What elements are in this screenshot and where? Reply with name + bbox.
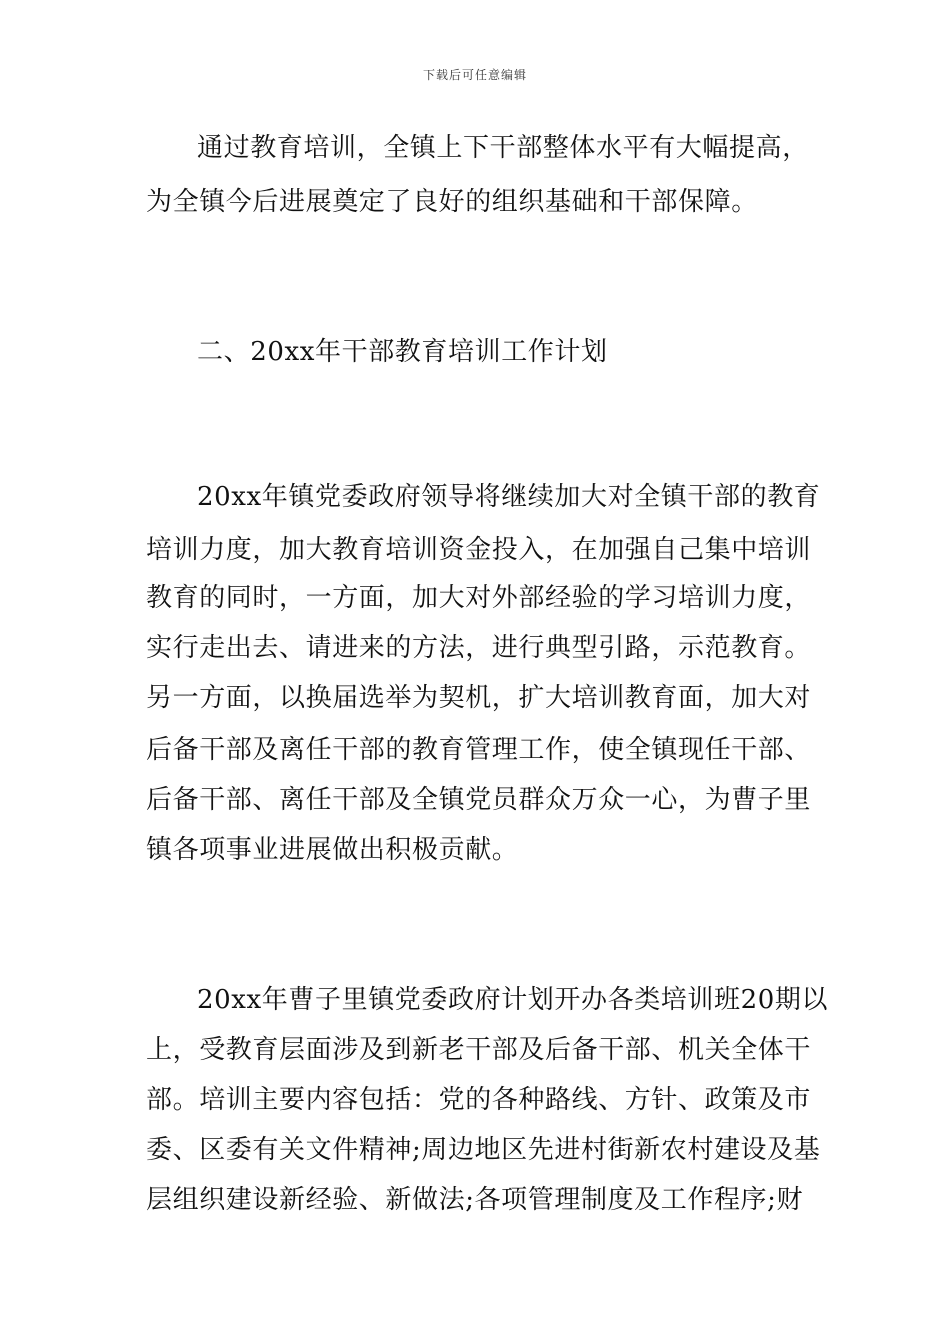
- text-line: 部。培训主要内容包括：党的各种路线、方针、政策及市: [146, 1085, 812, 1115]
- text-line: 镇各项事业进展做出积极贡献。: [146, 835, 519, 865]
- text-line: 上，受教育层面涉及到新老干部及后备干部、机关全体干: [146, 1035, 812, 1065]
- text-line: 为全镇今后进展奠定了良好的组织基础和干部保障。: [146, 187, 758, 217]
- text-line: 委、区委有关文件精神;周边地区先进村街新农村建设及基: [146, 1135, 821, 1165]
- text-line: 实行走出去、请进来的方法，进行典型引路，示范教育。: [146, 633, 812, 663]
- text-line: 通过教育培训，全镇上下干部整体水平有大幅提高，: [197, 133, 809, 163]
- section-heading: 二、20xx年干部教育培训工作计划: [197, 337, 608, 367]
- text-line: 20xx年镇党委政府领导将继续加大对全镇干部的教育: [197, 482, 821, 512]
- text-line: 层组织建设新经验、新做法;各项管理制度及工作程序;财: [146, 1185, 804, 1215]
- text-line: 教育的同时，一方面，加大对外部经验的学习培训力度，: [146, 583, 812, 613]
- text-line: 20xx年曹子里镇党委政府计划开办各类培训班20期以: [197, 985, 829, 1015]
- text-line: 后备干部及离任干部的教育管理工作，使全镇现任干部、: [146, 735, 812, 765]
- header-note: 下载后可任意编辑: [422, 68, 527, 82]
- text-line: 后备干部、离任干部及全镇党员群众万众一心，为曹子里: [146, 785, 812, 815]
- text-line: 培训力度，加大教育培训资金投入，在加强自己集中培训: [146, 535, 812, 565]
- text-line: 另一方面，以换届选举为契机，扩大培训教育面，加大对: [146, 683, 812, 713]
